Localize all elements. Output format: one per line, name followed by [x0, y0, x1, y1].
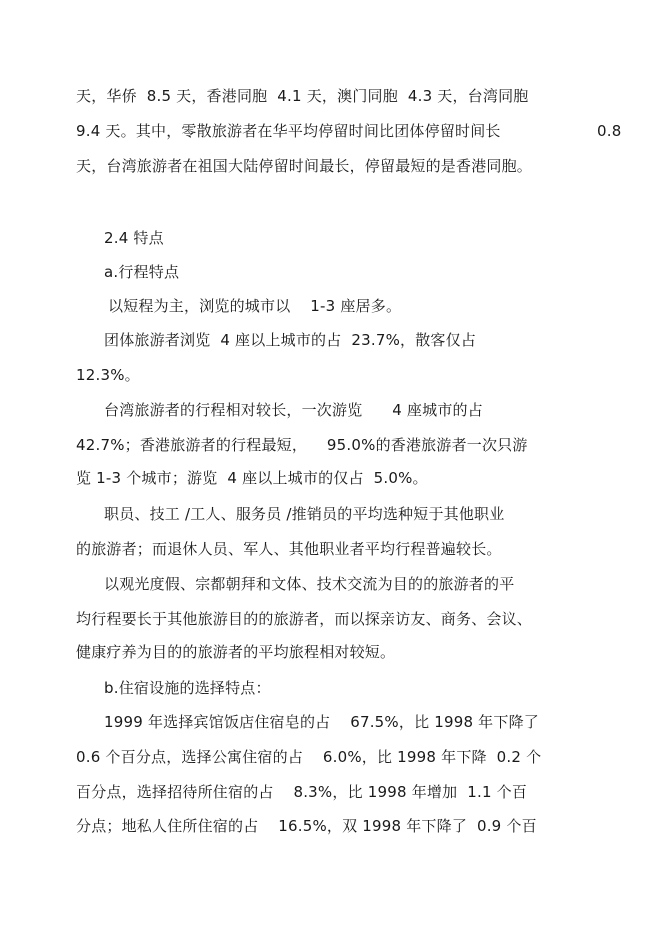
text-line: 台湾旅游者的行程相对较长，一次游览 4 座城市的占: [104, 401, 483, 419]
text-line: 的旅游者；而退休人员、军人、其他职业者平均行程普遍较长。: [76, 540, 502, 558]
subsection-heading: b.住宿设施的选择特点：: [104, 679, 271, 697]
text-line: 天，台湾旅游者在祖国大陆停留时间最长，停留最短的是香港同胞。: [76, 157, 533, 175]
text-line: 健康疗养为目的的旅游者的平均旅程相对较短。: [76, 643, 396, 661]
section-heading: 2.4 特点: [104, 229, 164, 247]
text-line: 9.4 天。其中，零散旅游者在华平均停留时间比团体停留时间长: [76, 122, 501, 140]
text-line: 天，华侨 8.5 天，香港同胞 4.1 天，澳门同胞 4.3 天，台湾同胞: [76, 87, 529, 105]
text-line: 以短程为主，浏览的城市以 1-3 座居多。: [108, 297, 402, 315]
text-line: 职员、技工 /工人、服务员 /推销员的平均选种短于其他职业: [104, 505, 505, 523]
text-line: 分点；地私人住所住宿的占 16.5%，双 1998 年下降了 0.9 个百: [76, 817, 537, 835]
text-line: 0.6 个百分点，选择公寓住宿的占 6.0%，比 1998 年下降 0.2 个: [76, 748, 542, 766]
text-line: 览 1-3 个城市；游览 4 座以上城市的仅占 5.0%。: [76, 469, 428, 487]
subsection-heading: a.行程特点: [104, 263, 180, 281]
text-line: 以观光度假、宗都朝拜和文体、技术交流为目的的旅游者的平: [104, 575, 515, 593]
text-line: 百分点，选择招待所住宿的占 8.3%，比 1998 年增加 1.1 个百: [76, 783, 528, 801]
text-line-fragment: 0.8: [597, 122, 622, 140]
text-line: 12.3%。: [76, 366, 140, 384]
text-line: 均行程要长于其他旅游目的的旅游者，而以探亲访友、商务、会议、: [76, 610, 533, 628]
text-line: 1999 年选择宾馆饭店住宿皂的占 67.5%，比 1998 年下降了: [104, 713, 539, 731]
text-line: 团体旅游者浏览 4 座以上城市的占 23.7%，散客仅占: [104, 331, 477, 349]
text-line: 42.7%；香港旅游者的行程最短， 95.0%的香港旅游者一次只游: [76, 436, 528, 454]
